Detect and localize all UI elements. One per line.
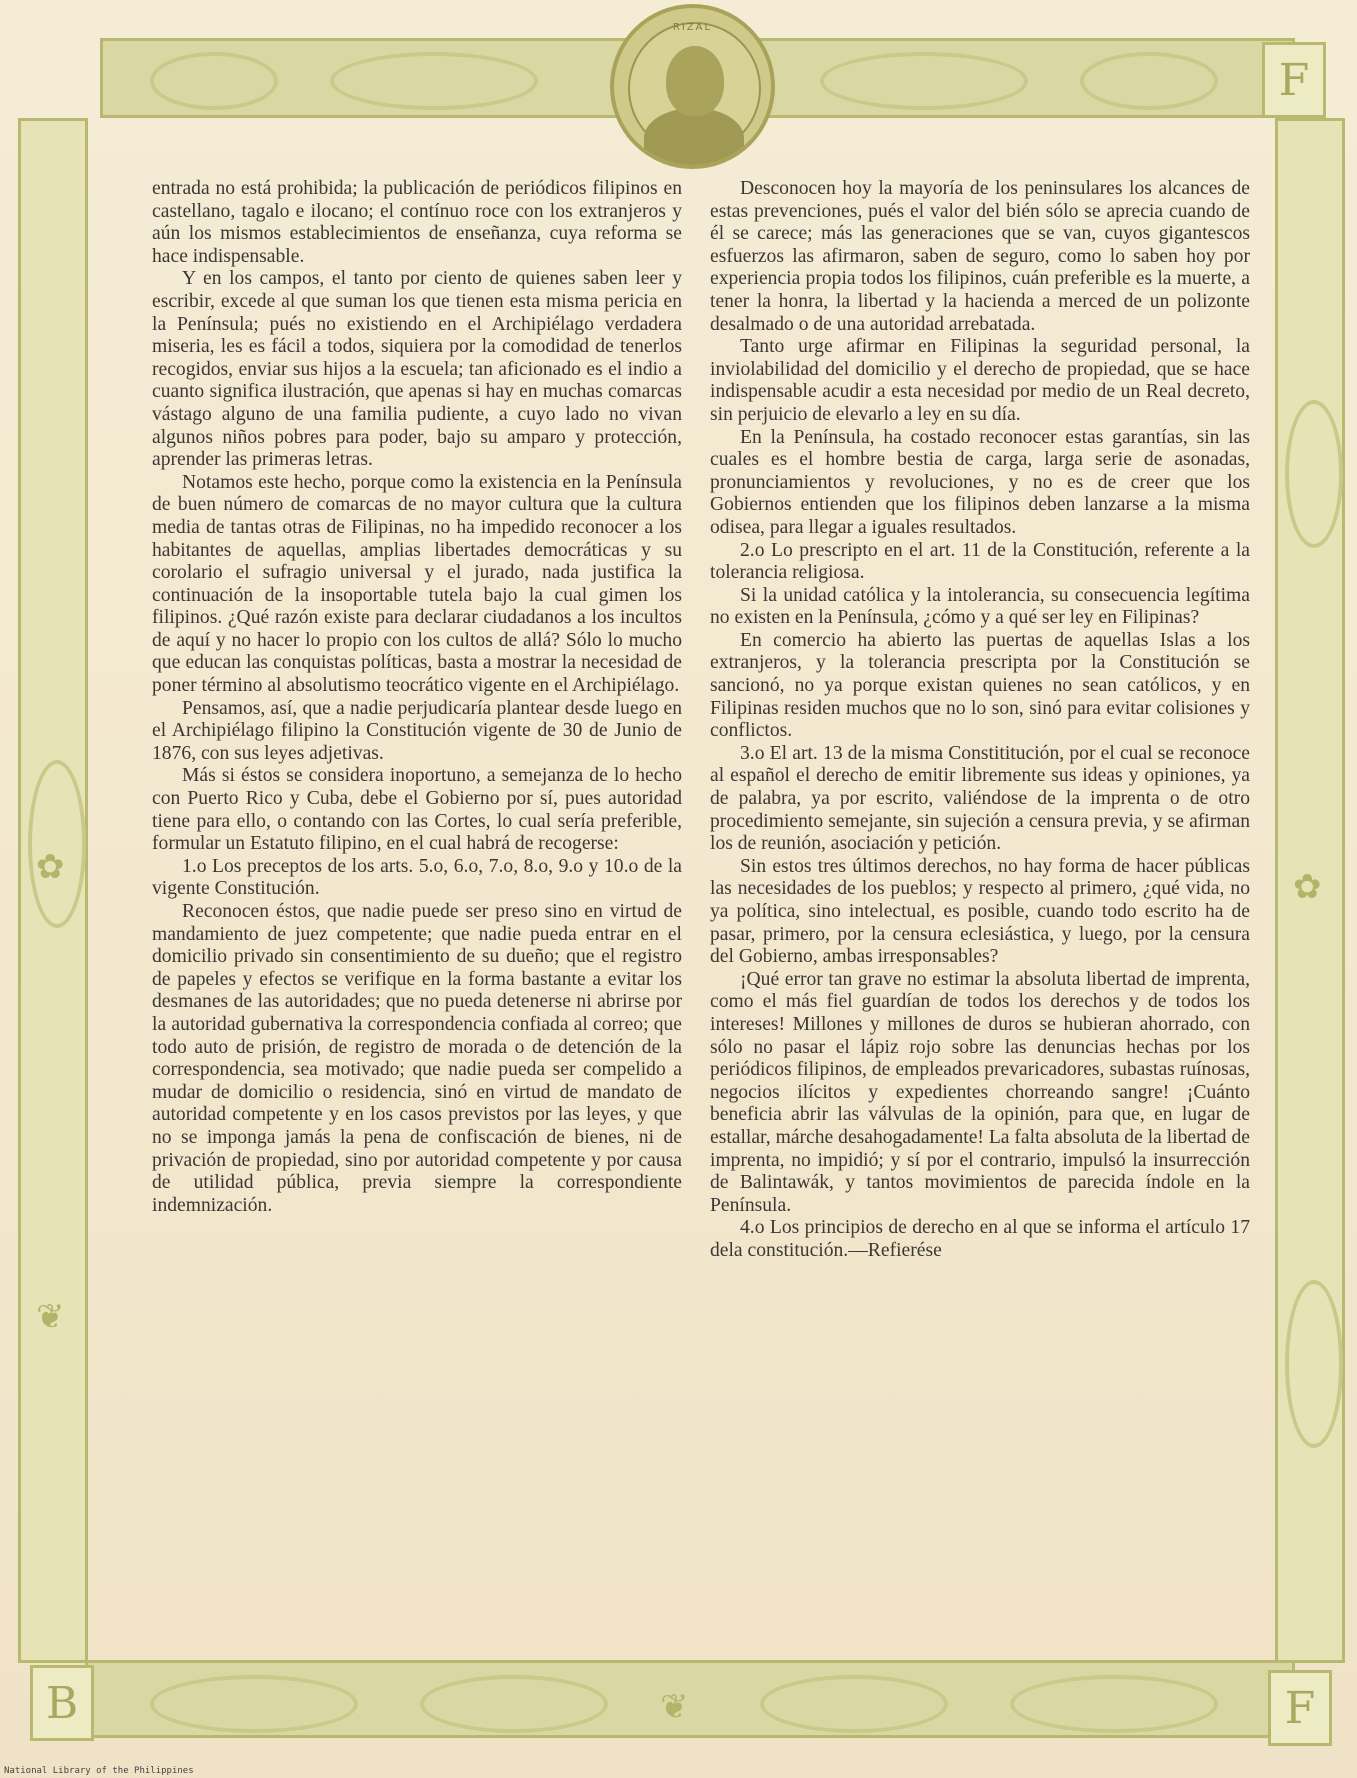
medallion-label: RIZAL bbox=[672, 22, 713, 33]
paragraph: 4.o Los principios de derecho en al que se informa el artículo 17 dela constitución.—Refierése bbox=[710, 1217, 1250, 1261]
flower-ornament-icon: ✿ bbox=[36, 847, 65, 887]
left-text-column bbox=[152, 178, 682, 1217]
swirl-ornament bbox=[1285, 1280, 1343, 1448]
flower-ornament-icon: ❦ bbox=[36, 1297, 65, 1337]
flower-ornament-icon: ❦ bbox=[660, 1687, 689, 1727]
paragraph: Sin estos tres últimos derechos, no hay forma de hacer públicas las necesidades de los pueblos; y respecto al primero, ¿qué vida, no ya política, sino intelectual, es posible, cuando todo escrito ha de pasar, primero, por la censura eclesiástica, y luego, por la censura del Gobierno, ambas irresponsables? bbox=[710, 855, 1250, 968]
paragraph: ¡Qué error tan grave no estimar la absoluta libertad de imprenta, como el más fiel guardían de todos los derechos y de todos los intereses! Millones y millones de duros se hubieran ahorrado, con sólo no pasar el lápiz rojo sobre las denuncias hechas por los periódicos filipinos, de empleados prevaricadores, subastas ruínosas, negocios ilícitos y expedientes chorreando sangre! ¡Cuánto beneficia abrir las válvulas de la opinión, para que, en lugar de estallar, márche desahogadamente! La falta absoluta de la libertad de imprenta, no impidió; y sí por el contrario, impulsó la insurrección de Balintawák, y tantos movimientos de parecida índole en la Península. bbox=[710, 968, 1250, 1216]
paragraph: 3.o El art. 13 de la misma Constititución, por el cual se reconoce al español el derecho de emitir libremente sus ideas y opiniones, ya de palabra, ya por escrito, valiéndose de la imprenta o de otro procedimiento semejante, sin sujeción a censura previa, y se afirman los de reunión, asociación y petición. bbox=[710, 742, 1250, 855]
swirl-ornament bbox=[330, 52, 538, 110]
paragraph: entrada no está prohibida; la publicación de periódicos filipinos en castellano, tagalo e ilocano; el contínuo roce con los extranjeros y aún los mismos establecimientos de enseñanza, cuya reforma se hace indispensable. bbox=[152, 178, 682, 267]
swirl-ornament bbox=[420, 1675, 608, 1733]
paragraph: Reconocen éstos, que nadie puede ser preso sino en virtud de mandamiento de juez competente; que nadie pueda entrar en el domicilio privado sin consentimiento de su dueño; que el registro de papeles y efectos se verifique en la forma bastante a evitar los desmanes de las autoridades; que no pueda detenerse ni abrirse por la autoridad gubernativa la correspondencia confiada al correo; que todo auto de prisión, de registro de morada o de detención de la correspondencia, sea motivado; que nadie pueda ser compelido a mudar de domicilio o residencia, sinó en virtud de mandato de autoridad competente y en los casos previstos por las leyes, y que no se imponga jamás la pena de confiscación de bienes, ni de privación de propiedad, sino por autoridad competente y por causa de utilidad pública, previa siempre la correspondiente indemnización. bbox=[152, 901, 682, 1216]
corner-monogram: F bbox=[1268, 1670, 1332, 1746]
corner-monogram: F bbox=[1262, 42, 1326, 118]
paragraph: Pensamos, así, que a nadie perjudicaría plantear desde luego en el Archipiélago filipino la Constitución vigente de 30 de Junio de 1876, con sus leyes adjetivas. bbox=[152, 697, 682, 764]
portrait-medallion bbox=[610, 4, 775, 169]
paragraph: En comercio ha abierto las puertas de aquellas Islas a los extranjeros, y la tolerancia prescripta por la Constitución se sancionó, no ya porque existan quienes no sean católicos, y en Filipinas residen muchos que no lo son, sinó para evitar colisiones y conflictos. bbox=[710, 629, 1250, 742]
library-credit: National Library of the Philippines bbox=[4, 1766, 194, 1776]
swirl-ornament bbox=[1010, 1675, 1218, 1733]
swirl-ornament bbox=[760, 1675, 948, 1733]
paragraph: Tanto urge afirmar en Filipinas la seguridad personal, la inviolabilidad del domicilio y el derecho de propiedad, que se hace indispensable acudir a esta necesidad por medio de un Real decreto, sin perjuicio de elevarlo a ley en su día. bbox=[710, 336, 1250, 425]
paragraph: Desconocen hoy la mayoría de los peninsulares los alcances de estas prevenciones, pués el valor del bién sólo se aprecia cuando de él se carece; más las generaciones que se van, cuyos gigantescos esfuerzos las afirmaron, saben de seguro, como lo saben hoy por experiencia propia todos los filipinos, cuán preferible es la muerte, a tener la honra, la libertad y la hacienda a merced de un polizonte desalmado o de una autoridad arrebatada. bbox=[710, 178, 1250, 335]
paragraph: Notamos este hecho, porque como la existencia en la Península de buen número de comarcas de no mayor cultura que la cultura media de tantas otras de Filipinas, no ha impedido reconocer a los habitantes de aquellas, amplias libertades democráticas y su corolario el sufragio universal y el jurado, nada justifica la continuación de la insoportable tutela bajo la cual gimen los filipinos. ¿Qué razón existe para declarar ciudadanos a los incultos de aquí y no hacer lo propio con los cultos de allá? Sólo lo mucho que educan las conquistas políticas, basta a mostrar la necesidad de poner término al absolutismo teocrático vigente en el Archipiélago. bbox=[152, 471, 682, 697]
swirl-ornament bbox=[820, 52, 1028, 110]
swirl-ornament bbox=[150, 52, 278, 110]
paragraph: 2.o Lo prescripto en el art. 11 de la Constitución, referente a la tolerancia religiosa. bbox=[710, 539, 1250, 584]
paragraph: Más si éstos se considera inoportuno, a semejanza de lo hecho con Puerto Rico y Cuba, debe el Gobierno por sí, pues autoridad tiene para ello, o contando con las Cortes, lo cual sería preferible, formular un Estatuto filipino, en el cual habrá de recogerse: bbox=[152, 765, 682, 855]
swirl-ornament bbox=[150, 1675, 358, 1733]
right-text-column bbox=[710, 178, 1250, 1263]
flower-ornament-icon: ✿ bbox=[1293, 867, 1322, 907]
paragraph: En la Península, ha costado reconocer estas garantías, sin las cuales es el hombre bestia de carga, larga serie de asonadas, pronunciamientos y revoluciones, y no es de creer que los Gobiernos entienden que los filipinos deben lanzarse a la misma odisea, para llegar a iguales resultados. bbox=[710, 426, 1250, 538]
corner-monogram: B bbox=[30, 1665, 94, 1741]
paragraph: Y en los campos, el tanto por ciento de quienes saben leer y escribir, excede al que suman los que tienen esta misma pericia en la Península; pués no existiendo en el Archipiélago verdadera miseria, les es fácil a todos, siquiera por la comodidad de tenerlos recogidos, enviar sus hijos a la escuela; tan aficionado es el indio a cuanto significa ilustración, que apenas si hay en muchas comarcas vástago alguno de una familia pudiente, a cuyo lado no vivan algunos niños pobres para poder, bajo su amparo y protección, aprender las primeras letras. bbox=[152, 268, 682, 471]
swirl-ornament bbox=[28, 760, 86, 928]
swirl-ornament bbox=[1285, 400, 1343, 548]
swirl-ornament bbox=[1080, 52, 1218, 110]
paragraph: 1.o Los preceptos de los arts. 5.o, 6.o, 7.o, 8.o, 9.o y 10.o de la vigente Constitución. bbox=[152, 855, 682, 900]
paragraph: Si la unidad católica y la intolerancia, su consecuencia legítima no existen en la Península, ¿cómo y a qué ser ley en Filipinas? bbox=[710, 584, 1250, 629]
